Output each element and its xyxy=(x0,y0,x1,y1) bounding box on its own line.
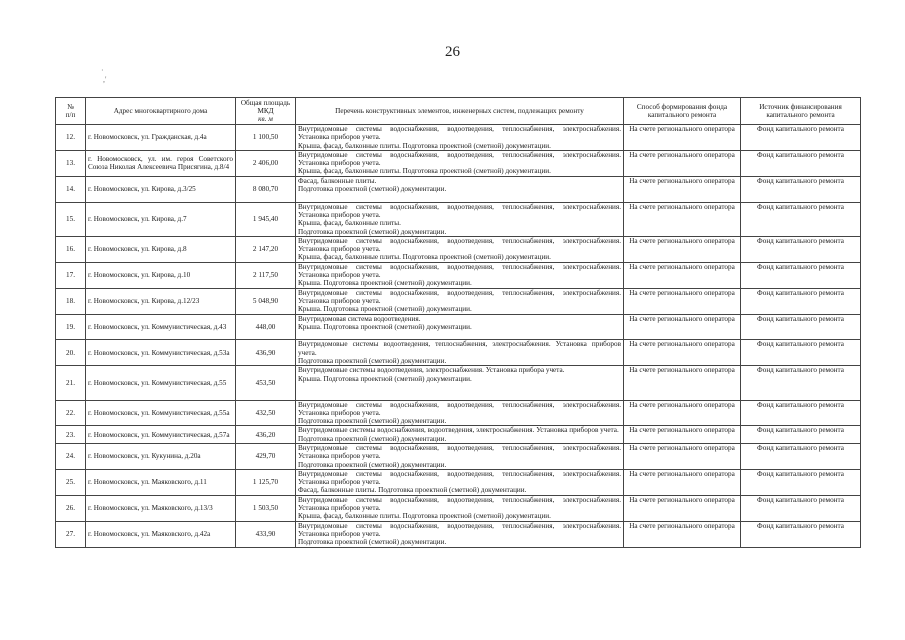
row-funding-source: Фонд капитального ремонта xyxy=(741,400,861,426)
row-funding-source: Фонд капитального ремонта xyxy=(741,262,861,288)
row-works: Внутридомовые системы водоснабжения, водоотведения, теплоснабжения, электроснабжения. Установка приборов учета. Крыша. Подготовка проектной (сметной) документации. xyxy=(296,262,624,288)
row-address: г. Новомосковск, ул. Коммунистическая, д.55а xyxy=(86,400,236,426)
scan-speck: ,' xyxy=(103,75,107,84)
row-fund-method: На счете регионального оператора xyxy=(624,521,741,547)
row-funding-source: Фонд капитального ремонта xyxy=(741,314,861,340)
row-number: 21. xyxy=(56,366,86,400)
row-fund-method: На счете регионального оператора xyxy=(624,495,741,521)
row-number: 20. xyxy=(56,340,86,366)
row-number: 13. xyxy=(56,150,86,176)
table-row xyxy=(56,495,861,521)
row-works: Внутридомовые системы водоснабжения, водоотведения, теплоснабжения, электроснабжения. Установка приборов учета. Подготовка проектной (сметной) документации. xyxy=(296,400,624,426)
row-number: 12. xyxy=(56,125,86,151)
row-address: г. Новомосковск, ул. Кукунина, д.20а xyxy=(86,443,236,469)
row-address: г. Новомосковск, ул. Маяковского, д.42а xyxy=(86,521,236,547)
header-address: Адрес многоквартирного дома xyxy=(86,98,236,125)
header-source: Источник финансирования капитального ремонта xyxy=(741,98,861,125)
row-funding-source: Фонд капитального ремонта xyxy=(741,443,861,469)
row-funding-source: Фонд капитального ремонта xyxy=(741,202,861,236)
row-fund-method: На счете регионального оператора xyxy=(624,236,741,262)
header-area-label: Общая площадь МКД xyxy=(240,98,291,115)
row-area: 448,00 xyxy=(236,314,296,340)
row-fund-method: На счете регионального оператора xyxy=(624,400,741,426)
row-number: 25. xyxy=(56,469,86,495)
row-area: 1 945,40 xyxy=(236,202,296,236)
page-number: 26 xyxy=(445,44,460,60)
row-number: 18. xyxy=(56,288,86,314)
row-fund-method: На счете регионального оператора xyxy=(624,262,741,288)
row-works: Фасад, балконные плиты. Подготовка проектной (сметной) документации. xyxy=(296,176,624,202)
row-fund-method: На счете регионального оператора xyxy=(624,443,741,469)
header-method: Способ формирования фонда капитального ремонта xyxy=(624,98,741,125)
row-area: 433,90 xyxy=(236,521,296,547)
row-funding-source: Фонд капитального ремонта xyxy=(741,495,861,521)
table-row xyxy=(56,443,861,469)
row-works: Внутридомовые системы водоснабжения, водоотведения, теплоснабжения, электроснабжения. Установка приборов учета. Крыша, фасад, балконные плиты. Подготовка проектной (сметной) документации. xyxy=(296,150,624,176)
row-funding-source: Фонд капитального ремонта xyxy=(741,426,861,444)
row-address: г. Новомосковск, ул. им. героя Советского Союза Николая Алексеевича Присягина, д.8/4 xyxy=(86,150,236,176)
repair-program-table-container xyxy=(55,97,860,548)
row-fund-method: На счете регионального оператора xyxy=(624,340,741,366)
row-number: 15. xyxy=(56,202,86,236)
row-number: 14. xyxy=(56,176,86,202)
row-area: 429,70 xyxy=(236,443,296,469)
row-area: 5 048,90 xyxy=(236,288,296,314)
table-row xyxy=(56,426,861,444)
row-funding-source: Фонд капитального ремонта xyxy=(741,521,861,547)
row-funding-source: Фонд капитального ремонта xyxy=(741,125,861,151)
row-works: Внутридомовая система водоотведения. Крыша. Подготовка проектной (сметной) документации. xyxy=(296,314,624,340)
table-row xyxy=(56,150,861,176)
row-number: 17. xyxy=(56,262,86,288)
header-num: № п/п xyxy=(56,98,86,125)
row-number: 23. xyxy=(56,426,86,444)
row-address: г. Новомосковск, ул. Коммунистическая, д.57а xyxy=(86,426,236,444)
row-area: 432,50 xyxy=(236,400,296,426)
header-area xyxy=(236,98,296,125)
table-row xyxy=(56,340,861,366)
row-address: г. Новомосковск, ул. Кирова, д.10 xyxy=(86,262,236,288)
table-row xyxy=(56,125,861,151)
row-address: г. Новомосковск, ул. Гражданская, д.4а xyxy=(86,125,236,151)
table-row xyxy=(56,288,861,314)
row-funding-source: Фонд капитального ремонта xyxy=(741,469,861,495)
row-fund-method: На счете регионального оператора xyxy=(624,125,741,151)
row-works: Внутридомовые системы водоотведения, электроснабжения. Установка прибора учета. Крыша. Подготовка проектной (сметной) документации. xyxy=(296,366,624,400)
row-funding-source: Фонд капитального ремонта xyxy=(741,236,861,262)
table-row xyxy=(56,202,861,236)
table-row xyxy=(56,366,861,400)
row-area: 1 125,70 xyxy=(236,469,296,495)
repair-program-table xyxy=(55,97,861,548)
row-works: Внутридомовые системы водоснабжения, водоотведения, теплоснабжения, электроснабжения. Установка приборов учета. Подготовка проектной (сметной) документации. xyxy=(296,521,624,547)
row-number: 27. xyxy=(56,521,86,547)
table-header-row xyxy=(56,98,861,125)
row-works: Внутридомовые системы водоснабжения, водоотведения, теплоснабжения, электроснабжения. Установка приборов учета. Крыша, фасад, балконные плиты. Подготовка проектной (сметной) документации. xyxy=(296,202,624,236)
row-address: г. Новомосковск, ул. Маяковского, д.13/3 xyxy=(86,495,236,521)
header-area-unit: кв. м xyxy=(258,115,273,124)
table-row xyxy=(56,469,861,495)
row-number: 16. xyxy=(56,236,86,262)
row-works: Внутридомовые системы водоотведения, теплоснабжения, электроснабжения. Установка приборов учета. Подготовка проектной (сметной) документации. xyxy=(296,340,624,366)
row-funding-source: Фонд капитального ремонта xyxy=(741,340,861,366)
row-works: Внутридомовые системы водоснабжения, водоотведения, теплоснабжения, электроснабжения. Установка приборов учета. Крыша, фасад, балконные плиты. Подготовка проектной (сметной) документации. xyxy=(296,495,624,521)
row-address: г. Новомосковск, ул. Коммунистическая, д.43 xyxy=(86,314,236,340)
row-address: г. Новомосковск, ул. Коммунистическая, д.53а xyxy=(86,340,236,366)
row-funding-source: Фонд капитального ремонта xyxy=(741,150,861,176)
row-number: 22. xyxy=(56,400,86,426)
row-address: г. Новомосковск, ул. Маяковского, д.11 xyxy=(86,469,236,495)
row-fund-method: На счете регионального оператора xyxy=(624,288,741,314)
row-fund-method: На счете регионального оператора xyxy=(624,366,741,400)
scan-speck: · xyxy=(101,66,104,75)
row-fund-method: На счете регионального оператора xyxy=(624,469,741,495)
row-area: 1 100,50 xyxy=(236,125,296,151)
row-area: 2 147,20 xyxy=(236,236,296,262)
row-fund-method: На счете регионального оператора xyxy=(624,176,741,202)
table-body xyxy=(56,125,861,548)
row-number: 19. xyxy=(56,314,86,340)
row-works: Внутридомовые системы водоснабжения, водоотведения, теплоснабжения, электроснабжения. Установка приборов учета. Крыша. Подготовка проектной (сметной) документации. xyxy=(296,288,624,314)
row-fund-method: На счете регионального оператора xyxy=(624,426,741,444)
row-works: Внутридомовые системы водоснабжения, водоотведения, электроснабжения. Установка приборов учета. Подготовка проектной (сметной) документации. xyxy=(296,426,624,444)
row-works: Внутридомовые системы водоснабжения, водоотведения, теплоснабжения, электроснабжения. Установка приборов учета. Фасад, балконные плиты. Подготовка проектной (сметной) документации. xyxy=(296,469,624,495)
table-row xyxy=(56,176,861,202)
table-row xyxy=(56,521,861,547)
table-row xyxy=(56,400,861,426)
row-fund-method: На счете регионального оператора xyxy=(624,150,741,176)
row-number: 24. xyxy=(56,443,86,469)
row-works: Внутридомовые системы водоснабжения, водоотведения, теплоснабжения, электроснабжения. Установка приборов учета. Подготовка проектной (сметной) документации. xyxy=(296,443,624,469)
row-funding-source: Фонд капитального ремонта xyxy=(741,288,861,314)
row-fund-method: На счете регионального оператора xyxy=(624,314,741,340)
row-works: Внутридомовые системы водоснабжения, водоотведения, теплоснабжения, электроснабжения. Установка приборов учета. Крыша, фасад, балконные плиты. Подготовка проектной (сметной) документации. xyxy=(296,236,624,262)
row-address: г. Новомосковск, ул. Кирова, д.7 xyxy=(86,202,236,236)
row-area: 453,50 xyxy=(236,366,296,400)
row-address: г. Новомосковск, ул. Кирова, д.12/23 xyxy=(86,288,236,314)
row-area: 2 406,00 xyxy=(236,150,296,176)
row-funding-source: Фонд капитального ремонта xyxy=(741,176,861,202)
row-address: г. Новомосковск, ул. Коммунистическая, д.55 xyxy=(86,366,236,400)
row-number: 26. xyxy=(56,495,86,521)
header-works: Перечень конструктивных элементов, инженерных систем, подлежащих ремонту xyxy=(296,98,624,125)
row-area: 1 503,50 xyxy=(236,495,296,521)
row-address: г. Новомосковск, ул. Кирова, д.8 xyxy=(86,236,236,262)
row-area: 2 117,50 xyxy=(236,262,296,288)
row-area: 8 080,70 xyxy=(236,176,296,202)
row-funding-source: Фонд капитального ремонта xyxy=(741,366,861,400)
table-row xyxy=(56,262,861,288)
row-works: Внутридомовые системы водоснабжения, водоотведения, теплоснабжения, электроснабжения. Установка приборов учета. Крыша, фасад, балконные плиты. Подготовка проектной (сметной) документации. xyxy=(296,125,624,151)
table-row xyxy=(56,236,861,262)
table-row xyxy=(56,314,861,340)
row-fund-method: На счете регионального оператора xyxy=(624,202,741,236)
row-area: 436,20 xyxy=(236,426,296,444)
row-area: 436,90 xyxy=(236,340,296,366)
row-address: г. Новомосковск, ул. Кирова, д.3/25 xyxy=(86,176,236,202)
